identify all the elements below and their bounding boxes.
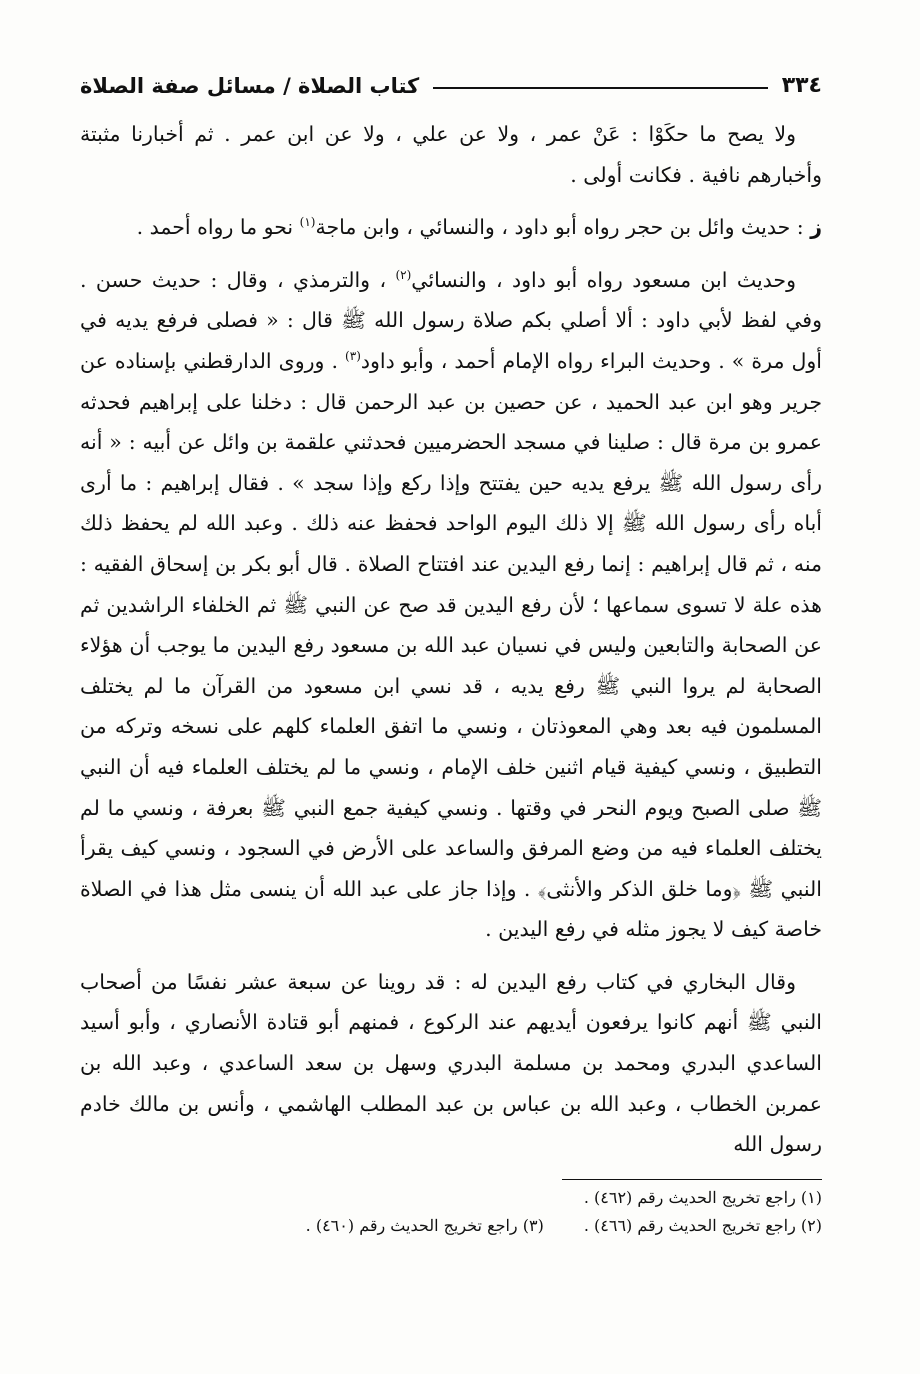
page-number: ٣٣٤ (781, 73, 822, 98)
footnote-ref-2[interactable]: (٢) (395, 267, 412, 282)
footnote-separator (562, 1179, 822, 1180)
header-rule (433, 87, 767, 89)
paragraph-3-text-c: . وروى الدارقطني بإسناده عن جرير وهو ابن عبد الحميد ، عن حصين بن عبد الرحمن قال : دخلنا على إبراهيم فحدثه عمرو بن مرة قال : صلينا في مسجد الحضرميين فحدثني علقمة بن وائل عن أبيه : « أنه رأى رسول الله ﷺ يرفع يديه حين يفتتح وإذا ركع وإذا سجد » . فقال إبراهيم : ما أرى أباه رأى رسول الله ﷺ إلا ذلك اليوم الواحد فحفظ عنه ذلك . وعبد الله لم يحفظ ذلك منه ، ثم قال إبراهيم : إنما رفع اليدين عند افتتاح الصلاة . قال أبو بكر بن إسحاق الفقيه : هذه علة لا تسوى سماعها ؛ لأن رفع اليدين قد صح عن النبي ﷺ ثم الخلفاء الراشدين ثم عن الصحابة والتابعين وليس في نسيان عبد الله بن مسعود رفع اليدين ما يوجب أن هؤلاء الصحابة لم يروا النبي ﷺ رفع يديه ، قد نسي ابن مسعود من القرآن ما لم يختلف المسلمون فيه بعد وهي المعوذتان ، ونسي ما اتفق العلماء كلهم على نسخه وتركه من التطبيق ، ونسي كيفية قيام اثنين خلف الإمام ، ونسي ما لم يختلف العلماء فيه أن النبي ﷺ صلى الصبح ويوم النحر في وقتها . ونسي كيفية جمع النبي ﷺ بعرفة ، ونسي ما لم يختلف العلماء فيه من وضع المرفق والساعد على الأرض في السجود ، ونسي كيف يقرأ النبي ﷺ ﴿وما خلق الذكر والأنثى﴾ . وإذا جاز على عبد الله أن ينسى مثل هذا في الصلاة خاصة كيف لا يجوز مثله في رفع اليدين . (80, 348, 823, 942)
paragraph-3-text-a: وحديث ابن مسعود رواه أبو داود ، والنسائي (411, 267, 796, 292)
footnote-ref-1[interactable]: (١) (299, 215, 316, 230)
paragraph-4: وقال البخاري في كتاب رفع اليدين له : قد روينا عن سبعة عشر نفسًا من أصحاب النبي ﷺ أنهم كانوا يرفعون أيديهم عند الركوع ، فمنهم أبو قتادة الأنصاري ، وأبو أسيد الساعدي البدري ومحمد بن مسلمة البدري وسهل بن سعد الساعدي ، وعبد الله بن عمربن الخطاب ، وعبد الله بن عباس بن عبد المطلب الهاشمي ، وأنس بن مالك خادم رسول الله (80, 969, 822, 1157)
footnotes (80, 1184, 822, 1240)
paragraph-2-text-a: : حديث وائل بن حجر رواه أبو داود ، والنسائي ، وابن ماجة (315, 215, 811, 240)
footnote-2: (٢) راجع تخريج الحديث رقم (٤٦٦) . (583, 1215, 822, 1235)
paragraph-1: ولا يصح ما حكَوْا : عَنْ عمر ، ولا عن علي ، ولا عن ابن عمر . ثم أخبارنا مثبتة وأخبارهم نافية . فكانت أولى . (80, 122, 822, 187)
paragraph-3-text-b: ، والترمذي ، وقال : حديث حسن . وفي لفظ لأبي داود : ألا أصلي بكم صلاة رسول الله ﷺ قال : « فصلى فرفع يديه في أول مرة » . وحديث البراء رواه الإمام أحمد ، وأبو داود (80, 267, 822, 373)
paragraph-3 (80, 260, 822, 950)
paragraph-2-text-b: نحو ما رواه أحمد . (136, 215, 300, 240)
main-text (80, 114, 822, 1165)
footnote-ref-3[interactable]: (٣) (345, 349, 361, 364)
footnote-3: (٣) راجع تخريج الحديث رقم (٤٦٠) . (305, 1215, 544, 1235)
section-mark: ز (810, 215, 822, 240)
footnote-1: (١) راجع تخريج الحديث رقم (٤٦٢) . (583, 1187, 822, 1207)
running-header (80, 70, 822, 102)
header-title: كتاب الصلاة / مسائل صفة الصلاة (80, 74, 420, 98)
paragraph-2 (80, 207, 822, 248)
